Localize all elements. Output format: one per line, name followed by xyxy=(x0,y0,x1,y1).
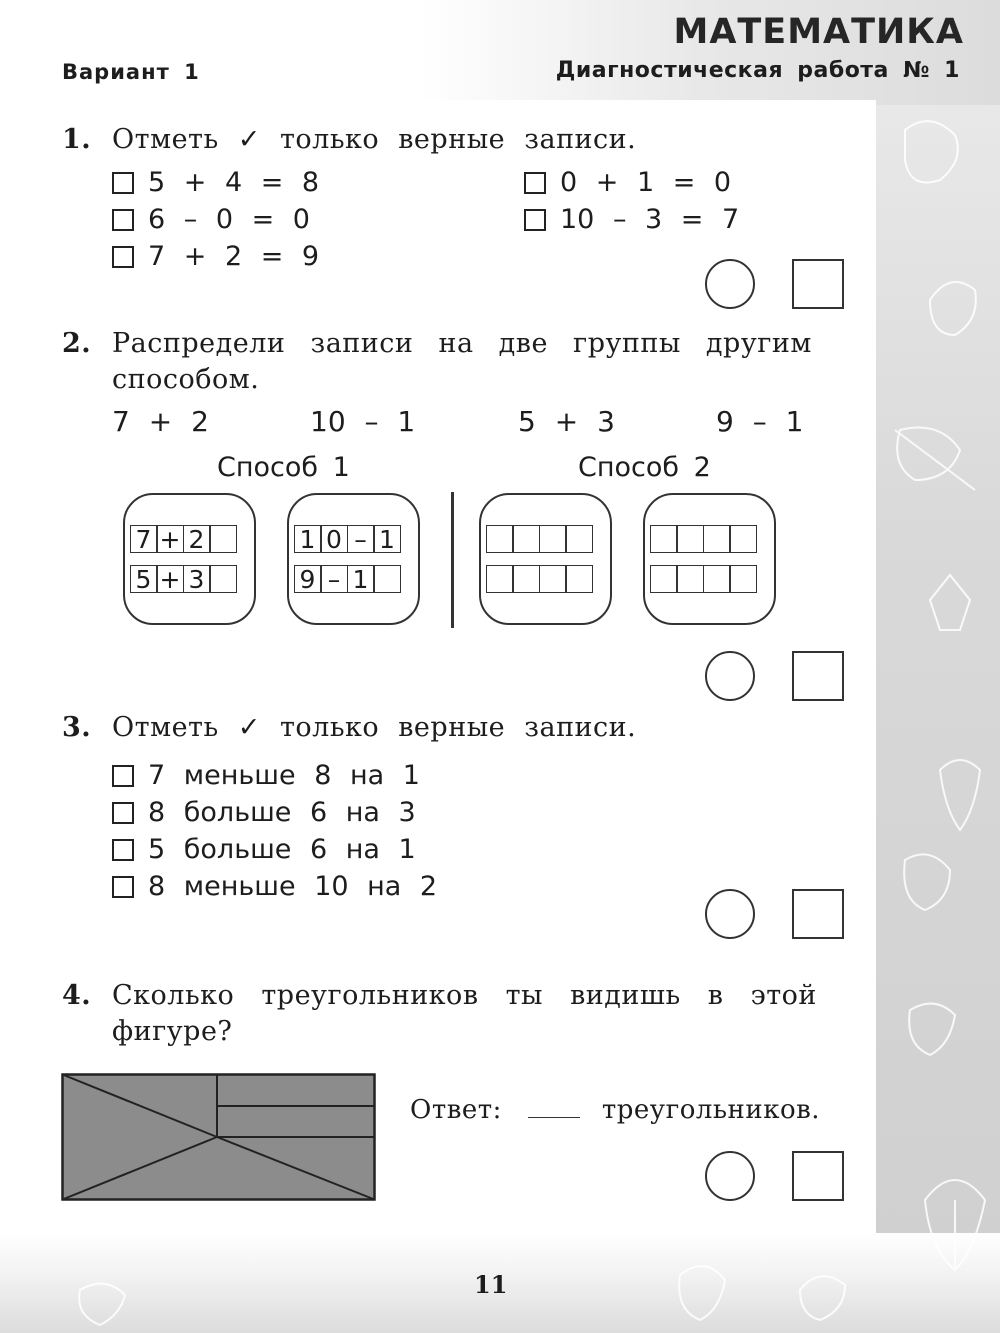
answer-cell[interactable] xyxy=(676,565,704,593)
answer-cell[interactable] xyxy=(539,525,567,553)
task2-number: 2. xyxy=(62,328,92,359)
score-square xyxy=(792,1151,844,1201)
task3-prompt: Отметь ✓ только верные записи. xyxy=(112,712,637,743)
checkbox[interactable] xyxy=(112,802,134,824)
methods-divider xyxy=(451,492,454,628)
score-square xyxy=(792,651,844,701)
variant-label: Вариант 1 xyxy=(62,60,200,84)
task1-option[interactable]: 7 + 2 = 9 xyxy=(112,241,319,272)
score-circle xyxy=(705,1151,755,1201)
task3-option[interactable]: 8 меньше 10 на 2 xyxy=(112,871,437,902)
answer-cell[interactable] xyxy=(565,525,593,553)
task3-option[interactable]: 8 больше 6 на 3 xyxy=(112,797,416,828)
work-title: Диагностическая работа № 1 xyxy=(555,58,960,83)
checkbox[interactable] xyxy=(112,209,134,231)
task4-prompt-line1: Сколько треугольников ты видишь в этой xyxy=(112,980,817,1011)
answer-cell[interactable] xyxy=(703,525,731,553)
task1-option[interactable]: 10 – 3 = 7 xyxy=(524,204,739,235)
checkbox[interactable] xyxy=(112,765,134,787)
answer-cell[interactable] xyxy=(539,565,567,593)
method-1-label: Способ 1 xyxy=(217,452,350,483)
answer-cell[interactable] xyxy=(486,565,514,593)
checkbox[interactable] xyxy=(524,209,546,231)
score-circle xyxy=(705,259,755,309)
task4-number: 4. xyxy=(62,980,92,1011)
answer-cell[interactable] xyxy=(729,525,757,553)
answer-cell[interactable] xyxy=(512,565,540,593)
score-circle xyxy=(705,889,755,939)
task1-number: 1. xyxy=(62,124,92,155)
task3-option[interactable]: 5 больше 6 на 1 xyxy=(112,834,416,865)
answer-cells: 9 – 1 xyxy=(295,565,401,593)
task1-prompt: Отметь ✓ только верные записи. xyxy=(112,124,637,155)
checkbox[interactable] xyxy=(112,876,134,898)
task2-prompt-line2: способом. xyxy=(112,364,260,395)
expression: 9 – 1 xyxy=(716,405,804,438)
method2-group-b[interactable] xyxy=(643,493,776,625)
answer-cell[interactable] xyxy=(729,565,757,593)
task1-heading xyxy=(62,124,636,155)
checkbox[interactable] xyxy=(112,246,134,268)
expression: 7 + 2 xyxy=(112,405,209,438)
checkbox[interactable] xyxy=(524,172,546,194)
task2-prompt-line1: Распредели записи на две группы другим xyxy=(112,328,812,359)
task1-option[interactable]: 0 + 1 = 0 xyxy=(524,167,731,198)
answer-unit: треугольников. xyxy=(601,1095,820,1125)
method1-group-a xyxy=(123,493,256,625)
answer-cell[interactable] xyxy=(650,525,678,553)
method-2-label: Способ 2 xyxy=(578,452,711,483)
answer-cells[interactable] xyxy=(651,525,757,553)
task4-prompt-line2: фигуре? xyxy=(112,1016,233,1047)
task4-answer xyxy=(410,1095,820,1125)
answer-cells[interactable] xyxy=(487,525,593,553)
answer-cell[interactable] xyxy=(512,525,540,553)
task3-number: 3. xyxy=(62,712,92,743)
score-square xyxy=(792,889,844,939)
task1-option[interactable]: 6 – 0 = 0 xyxy=(112,204,310,235)
answer-cell[interactable] xyxy=(486,525,514,553)
task3-heading xyxy=(62,712,636,743)
triangle-figure xyxy=(61,1073,377,1203)
answer-label: Ответ: xyxy=(410,1095,502,1125)
answer-cell[interactable] xyxy=(565,565,593,593)
answer-cell[interactable] xyxy=(676,525,704,553)
answer-cell[interactable] xyxy=(650,565,678,593)
checkbox[interactable] xyxy=(112,839,134,861)
task1-option[interactable]: 5 + 4 = 8 xyxy=(112,167,319,198)
answer-cells[interactable] xyxy=(487,565,593,593)
score-circle xyxy=(705,651,755,701)
expression: 10 – 1 xyxy=(310,405,416,438)
checkbox[interactable] xyxy=(112,172,134,194)
answer-cell[interactable] xyxy=(703,565,731,593)
task2-heading xyxy=(62,328,812,359)
method1-group-b xyxy=(287,493,420,625)
subject-title: МАТЕМАТИКА xyxy=(673,12,964,52)
task4-heading xyxy=(62,980,817,1011)
answer-cells: 1 0 – 1 xyxy=(295,525,401,553)
answer-blank[interactable] xyxy=(528,1117,580,1118)
score-square xyxy=(792,259,844,309)
answer-cells[interactable] xyxy=(651,565,757,593)
page-number: 11 xyxy=(474,1270,508,1299)
answer-cells: 5 + 3 xyxy=(131,565,237,593)
expression: 5 + 3 xyxy=(518,405,615,438)
answer-cells: 7 + 2 xyxy=(131,525,237,553)
method2-group-a[interactable] xyxy=(479,493,612,625)
task3-option[interactable]: 7 меньше 8 на 1 xyxy=(112,760,420,791)
